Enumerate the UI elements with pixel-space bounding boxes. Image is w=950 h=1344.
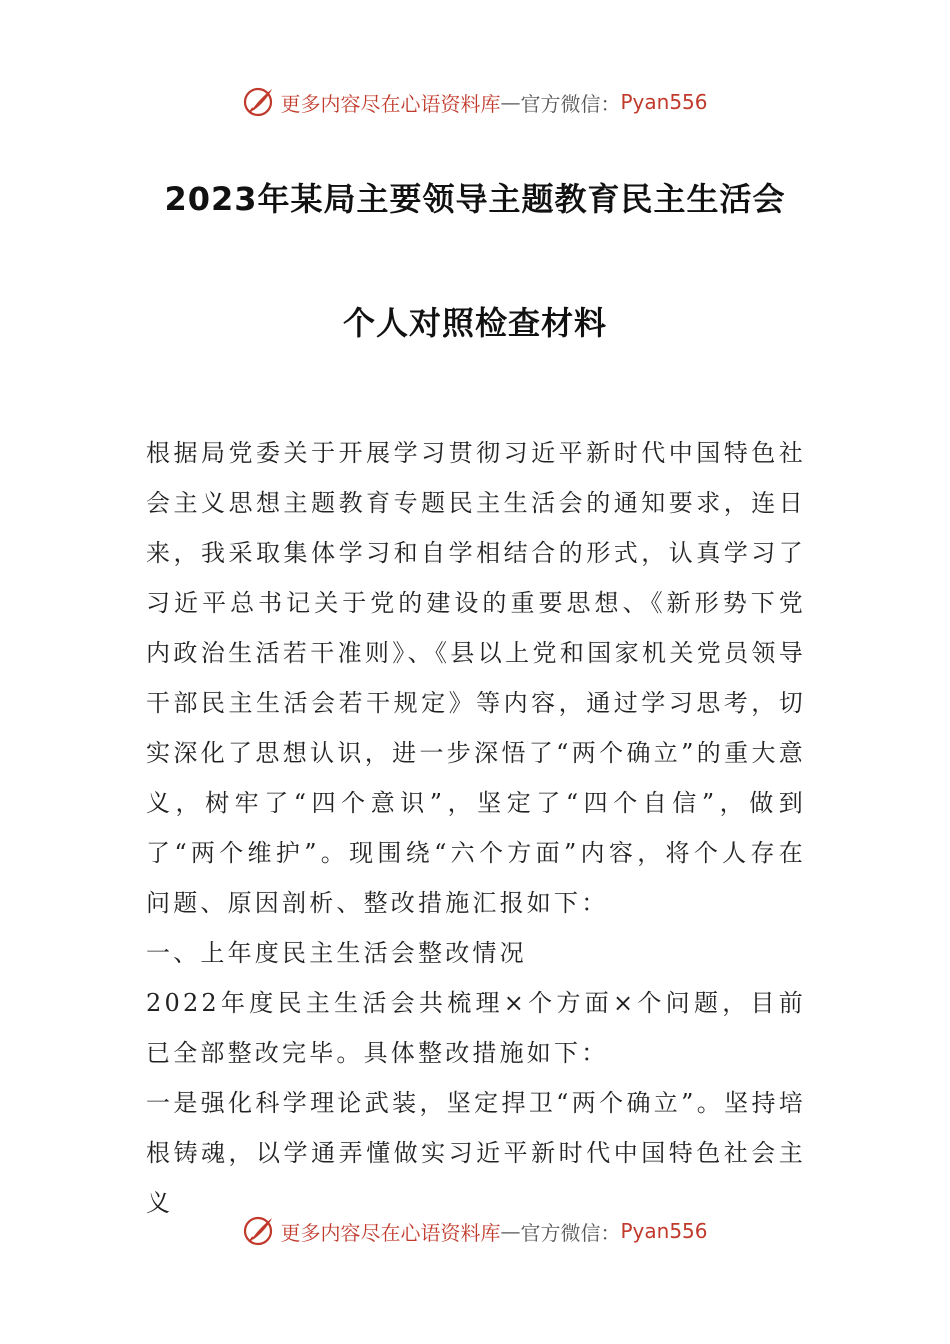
quill-pen-circle-icon: [242, 1214, 276, 1248]
section-heading-1: 一、上年度民主生活会整改情况: [146, 939, 527, 967]
watermark-official-label: 官方微信：: [520, 1220, 621, 1245]
paragraph-measure-1: 一是强化科学理论武装，坚定捍卫“两个确立”。坚持培根铸魂，以学通弄懂做实习近平新时代中国特色社会主义: [146, 1089, 806, 1217]
paragraph-intro: 根据局党委关于开展学习贯彻习近平新时代中国特色社会主义思想主题教育专题民主生活会的通知要求，连日来，我采取集体学习和自学相结合的形式，认真学习了习近平总书记关于党的建设的重要思想、《新形势下党内政治生活若干准则》、《县以上党和国家机关党员领导干部民主生活会若干规定》等内容，通过学习思考，切实深化了思想认识，进一步深悟了“两个确立”的重大意义，树牢了“四个意识”，坚定了“四个自信”，做到了“两个维护”。现围绕“六个方面”内容，将个人存在问题、原因剖析、整改措施汇报如下：: [146, 439, 806, 917]
document-title-line-2: 个人对照检查材料: [342, 304, 607, 342]
document-body: [146, 428, 806, 1228]
paragraph-summary: 2022年度民主生活会共梳理×个方面×个问题，目前已全部整改完毕。具体整改措施如下：: [146, 989, 806, 1067]
watermark-official-label: 官方微信：: [520, 91, 621, 116]
watermark-banner-bottom: [0, 1209, 950, 1253]
quill-pen-circle-icon: [242, 85, 276, 119]
watermark-separator: —: [500, 90, 521, 114]
watermark-separator: —: [500, 1219, 521, 1243]
watermark-wechat-id: Pyan556: [620, 90, 708, 114]
watermark-wechat-id: Pyan556: [620, 1219, 708, 1243]
watermark-brand: 更多内容尽在心语资料库: [280, 91, 501, 116]
watermark-banner-top: [0, 80, 950, 124]
watermark-brand: 更多内容尽在心语资料库: [280, 1220, 501, 1245]
document-title-line-1: 2023年某局主要领导主题教育民主生活会: [164, 180, 786, 218]
